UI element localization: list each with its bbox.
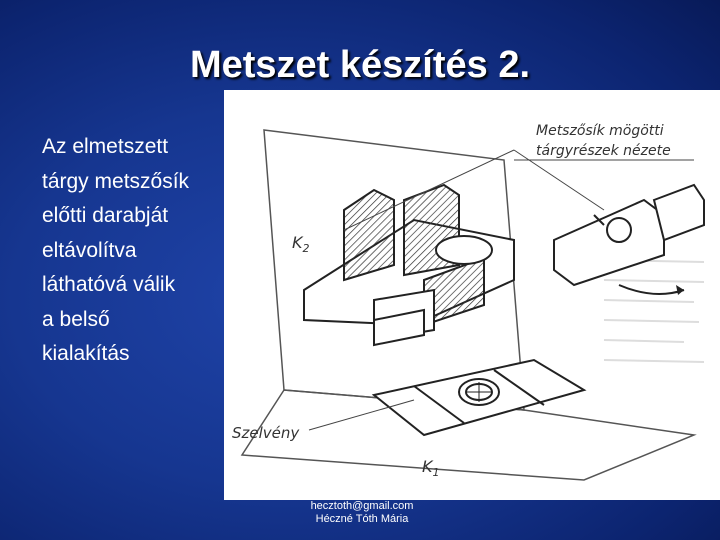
plane-k2-label: $K_2$ bbox=[292, 233, 310, 255]
body-line: Az elmetszett bbox=[42, 135, 169, 158]
section-footprint bbox=[374, 360, 584, 435]
body-text bbox=[42, 130, 227, 372]
body-line: kialakítás bbox=[42, 342, 130, 365]
technical-drawing bbox=[224, 90, 720, 500]
footer-email: hecztoth@gmail.com bbox=[310, 500, 414, 512]
body-line: tárgy metszősík bbox=[42, 169, 190, 193]
section-drawing bbox=[224, 90, 720, 500]
body-line: a belső bbox=[42, 307, 110, 331]
arrow-head bbox=[676, 285, 684, 295]
footer bbox=[302, 500, 422, 526]
plane-label-line2: tárgyrészek nézete bbox=[536, 143, 671, 159]
leader-line bbox=[514, 150, 604, 210]
section-label: Szelvény bbox=[232, 424, 300, 442]
body-line: eltávolítva bbox=[42, 238, 137, 262]
body-line: előtti darabját bbox=[42, 204, 169, 227]
arrow-icon bbox=[619, 285, 684, 294]
sectioned-object bbox=[304, 185, 514, 345]
faint-background-lines bbox=[604, 260, 704, 362]
rear-part bbox=[554, 185, 704, 285]
footer-author: Héczné Tóth Mária bbox=[315, 513, 409, 525]
plane-label-line1: Metszősík mögötti bbox=[536, 123, 664, 139]
plane-k1-label: $K_1$ bbox=[422, 457, 440, 479]
slide-title: Metszet készítés 2. bbox=[189, 44, 531, 86]
body-line: láthatóvá válik bbox=[42, 273, 176, 296]
